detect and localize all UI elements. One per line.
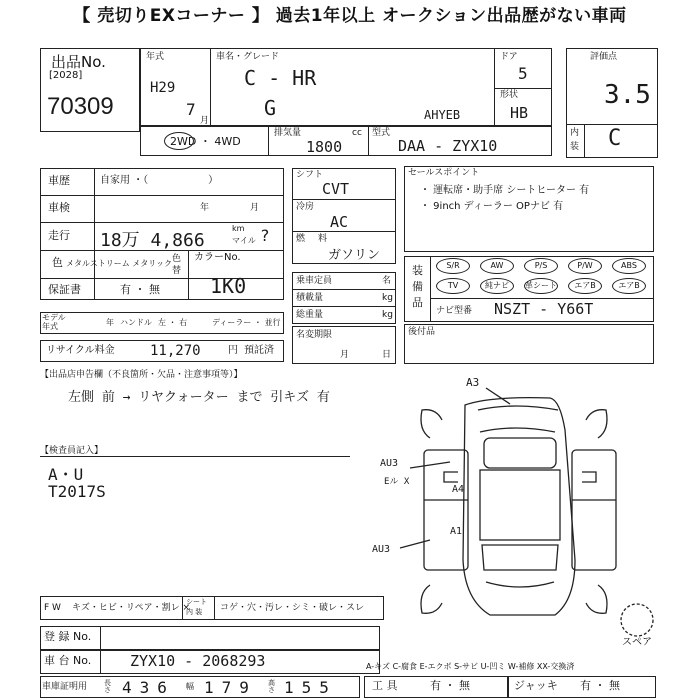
year-era: H29 [150, 80, 176, 96]
width-value: 179 [204, 678, 257, 697]
equipment-label-2: 備 [412, 280, 423, 293]
fw-options: キズ・ヒビ・リペア・割レ × [72, 603, 191, 613]
fuel-value: ガソリン [328, 248, 381, 263]
model-year-dealer: ディーラー ・ 並行 [212, 318, 281, 327]
interior-value: C [608, 126, 622, 151]
type-value: DAA - ZYX10 [398, 137, 498, 155]
history-value: 自家用 ・（ ） [100, 175, 219, 186]
interior-label-1: 内 [570, 128, 580, 138]
color-label: 色 [52, 256, 63, 269]
equipment-label-3: 品 [412, 296, 423, 309]
inspector-box [40, 456, 350, 590]
displacement-label: 排気量 [274, 128, 302, 138]
equip-ps: P/S [524, 258, 558, 274]
model-year-year: 年 [106, 318, 114, 327]
jack-value: 有 ・ 無 [580, 679, 620, 692]
fuel-label-2: 料 [318, 234, 328, 244]
vehicle-info-box [140, 48, 552, 126]
model-code: AHYEB [424, 108, 461, 122]
ac-label: 冷房 [296, 202, 315, 212]
capacity-unit: 名 [382, 276, 392, 286]
height-label: 高さ [268, 679, 275, 694]
seat-label-2: 内 装 [186, 608, 203, 616]
doors-label: ドア [500, 52, 518, 62]
drive-circle [164, 132, 194, 150]
fw-label: F W [44, 603, 61, 613]
model-label: 車名・グレード [216, 52, 280, 62]
equip-navi: 純ナビ [480, 278, 514, 294]
navi-model-value: NSZT - Y66T [494, 300, 594, 318]
shift-value: CVT [322, 180, 350, 198]
equip-airbag: エアB [568, 278, 602, 294]
year-month-unit: 月 [200, 116, 210, 126]
displacement-unit: cc [352, 128, 362, 138]
interior-label-2: 装 [570, 142, 580, 152]
width-label: 幅 [186, 682, 194, 691]
mark-e: Eル X [384, 477, 410, 487]
banner-title: 【 売切りEXコーナー 】 過去1年以上 オークション出品歴がない車両 [0, 0, 700, 32]
chassis-value: ZYX10 - 2068293 [130, 652, 266, 670]
spare-label: スペア [622, 637, 652, 648]
equip-airbag-2: エアB [612, 278, 646, 294]
recycle-value: 11,270 [150, 343, 201, 359]
inspector-line-2: T2017S [48, 482, 106, 501]
year-month: 7 [186, 100, 196, 119]
model-name: C - HR [244, 66, 317, 90]
weight-label: 総重量 [296, 310, 324, 320]
dimensions-label: 車庫証明用 [42, 682, 88, 692]
recycle-note: 預託済 [244, 345, 274, 356]
equip-leather: 革シート [524, 278, 558, 294]
drive-options: 2WD ・ 4WD [170, 135, 241, 148]
color-swap-1: 色 [172, 254, 182, 264]
name-change-month: 月 [340, 350, 350, 360]
type-label: 型式 [372, 128, 391, 138]
fuel-label-1: 燃 [296, 234, 306, 244]
capacity-label: 乗車定員 [296, 276, 333, 286]
tools-value: 有 ・ 無 [430, 679, 470, 692]
shift-label: シフト [296, 170, 324, 180]
equip-abs: ABS [612, 258, 646, 274]
chassis-label: 車 台 No. [44, 654, 92, 667]
registration-label: 登 録 No. [44, 630, 92, 643]
mileage-value: 18万 4,866 [100, 230, 205, 251]
equip-sr: S/R [436, 258, 470, 274]
inspection-month: 月 [250, 203, 260, 213]
mark-a1: A1 [450, 526, 463, 537]
color-swap-2: 替 [172, 266, 182, 276]
warranty-label: 保証書 [48, 283, 81, 296]
sales-point-1: ・ 運転席・助手席 シートヒーター 有 [420, 185, 590, 196]
model-year-lr: 左 ・ 右 [158, 318, 188, 327]
seat-options: コゲ・穴・汚レ・シミ・破レ・スレ [220, 603, 365, 613]
year-label: 年式 [146, 52, 165, 62]
equip-pw: P/W [568, 258, 602, 274]
shape-label: 形状 [500, 90, 519, 100]
equipment-label-1: 装 [412, 264, 423, 277]
lot-sub: [2028] [49, 70, 83, 81]
ac-value: AC [330, 213, 349, 231]
load-label: 積載量 [296, 293, 324, 303]
color-code-label: カラーNo. [194, 252, 241, 263]
after-install-label: 後付品 [408, 327, 436, 337]
mileage-label: 走行 [48, 229, 70, 242]
length-value: 436 [122, 678, 175, 697]
doors-value: 5 [518, 64, 528, 83]
height-value: 155 [284, 678, 337, 697]
color-value: メタルストリーム メタリック [66, 259, 172, 268]
mileage-unit-mile: マイル [232, 236, 256, 245]
shape-value: HB [510, 104, 529, 122]
equip-tv: TV [436, 278, 470, 294]
mark-au3-left: AU3 [380, 458, 399, 469]
recycle-label: リサイクル料金 [46, 345, 115, 356]
color-code: 1K0 [210, 274, 247, 298]
lot-value: 70309 [47, 93, 114, 120]
lot-number-box [40, 48, 140, 132]
weight-unit: kg [382, 310, 393, 320]
seller-notes-value: 左側 前 → リヤクォーター まで 引キズ 有 [68, 390, 330, 405]
mark-au3-bottom: AU3 [372, 544, 391, 555]
navi-model-label: ナビ型番 [436, 306, 473, 316]
warranty-value: 有 ・ 無 [120, 283, 160, 296]
score-label: 評価点 [590, 52, 618, 62]
model-year-handle: ハンドル [120, 318, 152, 327]
mileage-unit-q: ? [260, 226, 270, 245]
jack-label: ジャッキ [514, 679, 558, 692]
history-label: 車歴 [48, 174, 70, 187]
length-label: 長さ [104, 679, 111, 694]
tools-label: 工 具 [372, 679, 398, 692]
load-unit: kg [382, 293, 393, 303]
name-change-day: 日 [382, 350, 392, 360]
mark-a4: A4 [452, 484, 465, 495]
inspector-line-1: A・U [48, 465, 84, 484]
seat-label-1: シート [186, 598, 207, 606]
model-year-label-2: 年式 [42, 322, 58, 331]
inspector-label: 【検査員記入】 [40, 446, 104, 456]
mileage-unit-km: km [232, 224, 245, 233]
mark-a3-top: A3 [466, 376, 480, 389]
lot-label: 出品No. [51, 53, 106, 71]
name-change-label: 名変期限 [296, 330, 333, 340]
recycle-unit: 円 [228, 345, 238, 356]
damage-legend: A-キズ C-腐食 E-エクボ S-サビ U-凹ミ W-補修 XX-交換済 [366, 662, 575, 671]
score-value: 3.5 [604, 80, 651, 110]
sales-points-label: セールスポイント [408, 168, 480, 178]
inspection-year: 年 [200, 203, 210, 213]
model-year-label-1: モデル [42, 313, 66, 322]
sales-point-2: ・ 9inch ディーラー OPナビ 有 [420, 201, 564, 212]
after-install-box [404, 324, 654, 364]
displacement-value: 1800 [306, 138, 343, 156]
equip-aw: AW [480, 258, 514, 274]
inspection-label: 車検 [48, 201, 70, 214]
seller-notes-label: 【出品店申告欄（不良箇所・欠品・注意事項等）】 [40, 370, 243, 380]
model-grade: G [264, 96, 277, 120]
